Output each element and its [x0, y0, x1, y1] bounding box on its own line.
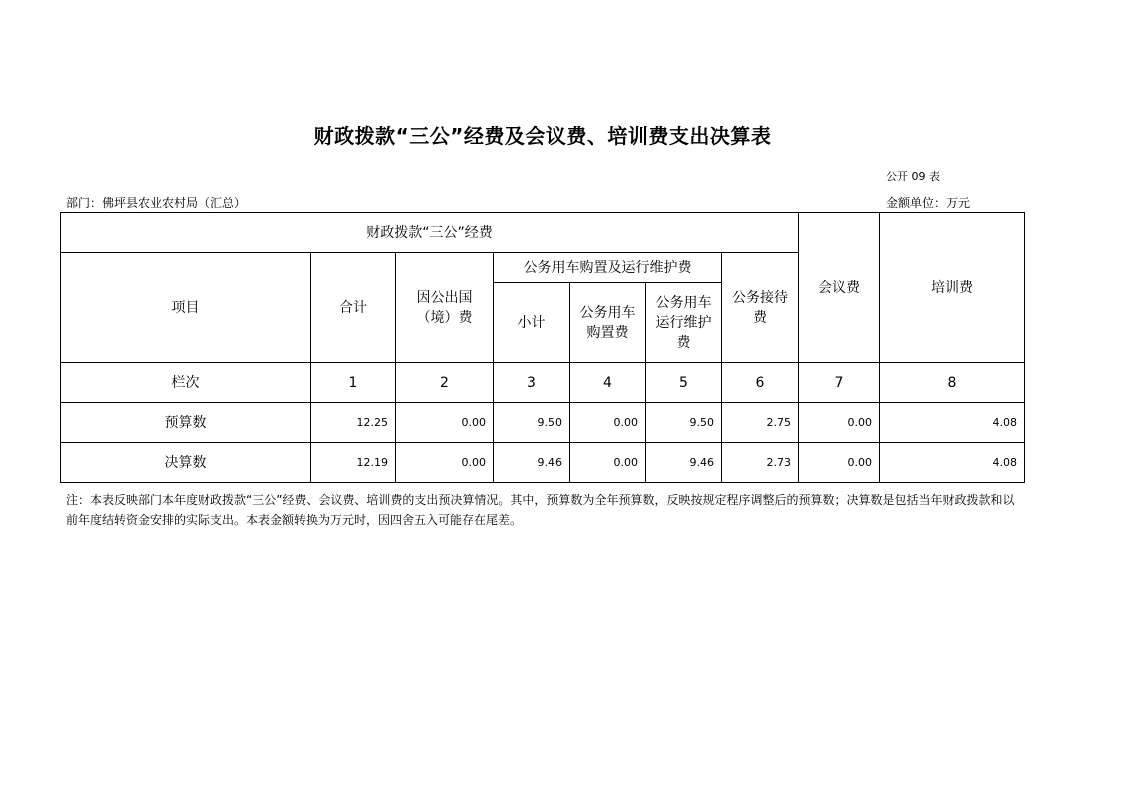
header-total: 合计	[311, 253, 396, 363]
budget-vehicle-purchase: 0.00	[570, 403, 646, 443]
header-overseas	[396, 253, 494, 363]
budget-vehicle-maintenance: 9.50	[646, 403, 722, 443]
header-vehicle-purchase-text: 公务用车购置费	[579, 304, 636, 341]
header-reception-text: 公务接待费	[732, 289, 788, 326]
table-row	[61, 403, 1025, 443]
column-index-label: 栏次	[61, 363, 311, 403]
header-meeting: 会议费	[799, 213, 880, 363]
header-subtotal: 小计	[494, 283, 570, 363]
table-row	[61, 443, 1025, 483]
budget-reception: 2.75	[722, 403, 799, 443]
footnote: 注：本表反映部门本年度财政拨款“三公”经费、会议费、培训费的支出预决算情况。其中，预算数为全年预算数，反映按规定程序调整后的预算数；决算数是包括当年财政拨款和以前年度结转资金安排的实际支出。本表金额转换为万元时，因四舍五入可能存在尾差。	[66, 493, 1015, 527]
column-index-cell: 2	[396, 363, 494, 403]
column-index-cell: 4	[570, 363, 646, 403]
header-training: 培训费	[880, 213, 1025, 363]
column-index-cell: 8	[880, 363, 1025, 403]
actual-vehicle-subtotal: 9.46	[494, 443, 570, 483]
budget-overseas: 0.00	[396, 403, 494, 443]
header-vehicle-group: 公务用车购置及运行维护费	[494, 253, 722, 283]
actual-total: 12.19	[311, 443, 396, 483]
actual-meeting: 0.00	[799, 443, 880, 483]
column-index-cell: 1	[311, 363, 396, 403]
amount-unit-label: 金额单位：万元	[886, 196, 971, 210]
budget-meeting: 0.00	[799, 403, 880, 443]
row-label-budget: 预算数	[61, 403, 311, 443]
header-item: 项目	[61, 253, 311, 363]
department-label: 部门：佛坪县农业农村局（汇总）	[66, 196, 247, 210]
header-vehicle-maintenance	[646, 283, 722, 363]
column-index-cell: 7	[799, 363, 880, 403]
budget-vehicle-subtotal: 9.50	[494, 403, 570, 443]
budget-training: 4.08	[880, 403, 1025, 443]
form-number: 公开 09 表	[886, 170, 940, 183]
column-index-row	[61, 363, 1025, 403]
column-index-cell: 6	[722, 363, 799, 403]
page-title: 财政拨款“三公”经费及会议费、培训费支出决算表	[313, 124, 772, 148]
actual-training: 4.08	[880, 443, 1025, 483]
actual-vehicle-purchase: 0.00	[570, 443, 646, 483]
actual-reception: 2.73	[722, 443, 799, 483]
header-three-public: 财政拨款“三公”经费	[61, 213, 799, 253]
header-reception	[722, 253, 799, 363]
column-index-cell: 3	[494, 363, 570, 403]
column-index-cell: 5	[646, 363, 722, 403]
row-label-actual: 决算数	[61, 443, 311, 483]
header-vehicle-maintenance-text: 公务用车运行维护费	[655, 294, 712, 351]
actual-overseas: 0.00	[396, 443, 494, 483]
header-overseas-text: 因公出国（境）费	[416, 289, 473, 326]
actual-vehicle-maintenance: 9.46	[646, 443, 722, 483]
expenditure-table	[60, 212, 1025, 483]
header-vehicle-purchase	[570, 283, 646, 363]
budget-total: 12.25	[311, 403, 396, 443]
